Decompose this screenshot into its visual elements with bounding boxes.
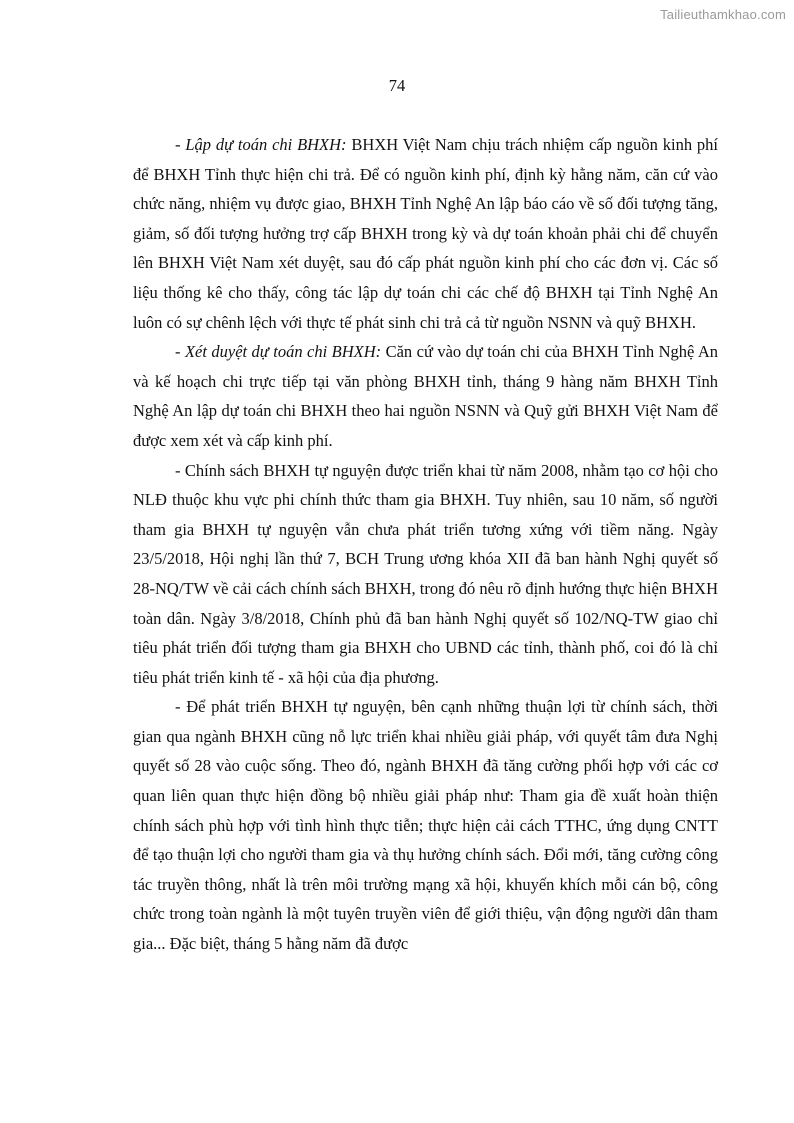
paragraph-text: Căn cứ vào dự toán chi của BHXH Tỉnh Nghệ An và kế hoạch chi trực tiếp tại văn phòng BHXH tỉnh, tháng 9 hàng năm BHXH Tỉnh Nghệ An lập dự toán chi BHXH theo hai nguồn NSNN và Quỹ gửi BHXH Việt Nam để được xem xét và cấp kinh phí. <box>133 342 719 450</box>
paragraph-budget-planning <box>133 130 718 337</box>
paragraph-budget-approval <box>133 337 718 455</box>
paragraph-development-solutions <box>133 692 718 958</box>
paragraph-voluntary-insurance-policy <box>133 456 718 693</box>
page-number: 74 <box>388 76 406 95</box>
paragraph-text: - Chính sách BHXH tự nguyện được triển khai từ năm 2008, nhằm tạo cơ hội cho NLĐ thuộc khu vực phi chính thức tham gia BHXH. Tuy nhiên, sau 10 năm, số người tham gia BHXH tự nguyện vẫn chưa phát triển tương xứng với tiềm năng. Ngày 23/5/2018, Hội nghị lần thứ 7, BCH Trung ương khóa XII đã ban hành Nghị quyết số 28-NQ/TW về cải cách chính sách BHXH, trong đó nêu rõ định hướng thực hiện BHXH toàn dân. Ngày 3/8/2018, Chính phủ đã ban hành Nghị quyết số 102/NQ-TW giao chỉ tiêu phát triển đối tượng tham gia BHXH cho UBND các tỉnh, thành phố, coi đó là chỉ tiêu phát triển kinh tế - xã hội của địa phương. <box>133 460 718 687</box>
paragraph-lead: - Lập dự toán chi BHXH: <box>175 135 347 154</box>
paragraph-text: - Để phát triển BHXH tự nguyện, bên cạnh những thuận lợi từ chính sách, thời gian qua ngành BHXH cũng nỗ lực triển khai nhiều giải pháp, với quyết tâm đưa Nghị quyết số 28 vào cuộc sống. Theo đó, ngành BHXH đã tăng cường phối hợp với các cơ quan liên quan thực hiện đồng bộ nhiều giải pháp như: Tham gia đề xuất hoàn thiện chính sách phù hợp với tình hình thực tiễn; thực hiện cải cách TTHC, ứng dụng CNTT để tạo thuận lợi cho người tham gia và thụ hưởng chính sách. Đổi mới, tăng cường công tác truyền thông, nhất là trên môi trường mạng xã hội, khuyến khích mỗi cán bộ, công chức trong toàn ngành là một tuyên truyền viên để giới thiệu, vận động người dân tham gia... Đặc biệt, tháng 5 hằng năm đã được <box>133 697 718 954</box>
watermark-text: Tailieuthamkhao.com <box>660 7 786 22</box>
document-body <box>133 130 718 959</box>
paragraph-text: BHXH Việt Nam chịu trách nhiệm cấp nguồn kinh phí để BHXH Tỉnh thực hiện chi trả. Để có nguồn kinh phí, định kỳ hằng năm, căn cứ vào chức năng, nhiệm vụ được giao, BHXH Tỉnh Nghệ An lập báo cáo về số đối tượng tăng, giảm, số đối tượng hưởng trợ cấp BHXH trong kỳ và dự toán khoản phải chi để chuyển lên BHXH Việt Nam xét duyệt, sau đó cấp phát nguồn kinh phí cho các đơn vị. Các số liệu thống kê cho thấy, công tác lập dự toán chi các chế độ BHXH tại Tỉnh Nghệ An luôn có sự chênh lệch với thực tế phát sinh chi trả cả từ nguồn NSNN và quỹ BHXH. <box>133 135 719 332</box>
paragraph-lead: - Xét duyệt dự toán chi BHXH: <box>175 342 382 362</box>
